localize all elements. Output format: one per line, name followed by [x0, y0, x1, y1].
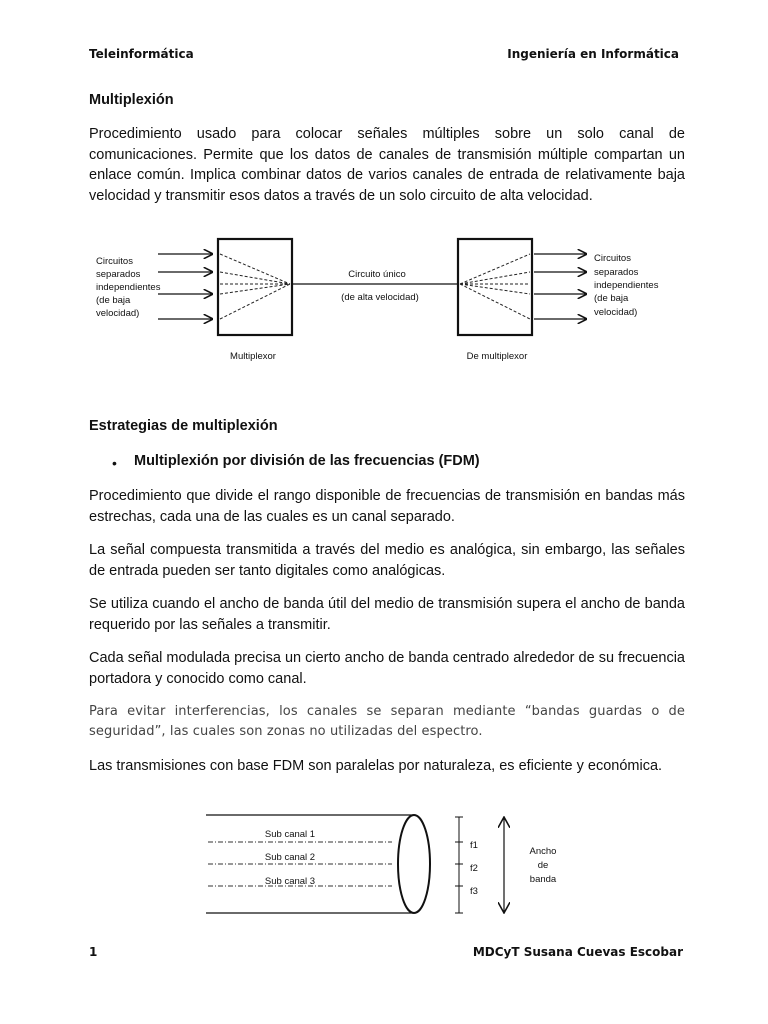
output-arrows [534, 254, 586, 319]
multiplexing-diagram [0, 228, 768, 368]
fdm-paragraph-4: Cada señal modulada precisa un cierto ancho de banda centrado alrededor de su frecuencia portadora y conocido como canal. [89, 650, 685, 687]
left-label-line: (de baja [96, 295, 131, 306]
subchannel-label: Sub canal 2 [264, 852, 316, 863]
fdm-paragraph-1: Procedimiento que divide el rango disponible de frecuencias de transmisión en bandas más estrechas, cada una de las cuales es un canal separado. [89, 488, 685, 525]
right-circuits-label [594, 253, 659, 318]
fdm-paragraph-5: Para evitar interferencias, los canales se separan mediante “bandas guardas o de seguridad”, las cuales son zonas no utilizadas del espectro. [89, 704, 685, 739]
freq-label: f2 [470, 863, 478, 874]
fdm-channel-diagram [0, 805, 768, 925]
demux-dashed-lines [460, 254, 530, 319]
multiplexor-label: Multiplexor [230, 351, 276, 362]
multiplexor-box [218, 239, 292, 335]
fdm-paragraph-3: Se utiliza cuando el ancho de banda útil del medio de transmisión supera el ancho de banda requerido por las señales a transmitir. [89, 596, 685, 633]
input-arrows [158, 254, 212, 319]
mux-dashed-lines [220, 254, 290, 319]
left-label-line: velocidad) [96, 308, 140, 319]
right-label-line: (de baja [594, 293, 629, 304]
header-left: Teleinformática [89, 47, 194, 61]
right-label-line: velocidad) [594, 307, 638, 318]
high-speed-label: (de alta velocidad) [341, 292, 419, 303]
page-number: 1 [89, 945, 98, 959]
single-circuit-label: Circuito único [348, 269, 406, 280]
freq-label: f1 [470, 840, 478, 851]
right-label-line: separados [594, 267, 639, 278]
subchannel-label: Sub canal 3 [264, 876, 316, 887]
bullet-dot: • [112, 455, 117, 471]
left-label-line: Circuitos [96, 256, 133, 267]
footer-author: MDCyT Susana Cuevas Escobar [472, 945, 683, 959]
bandwidth-label-line: banda [529, 874, 557, 885]
demultiplexor-label: De multiplexor [466, 351, 528, 362]
subchannel-label: Sub canal 1 [264, 829, 316, 840]
section-title-multiplexion: Multiplexión [89, 92, 174, 108]
right-label-line: independientes [594, 280, 659, 291]
demultiplexor-box [458, 239, 532, 335]
cable-end-ellipse [398, 815, 430, 913]
fdm-bullet-item: Multiplexión por división de las frecuencias (FDM) [134, 453, 480, 469]
header-right: Ingeniería en Informática [507, 47, 679, 61]
section-title-estrategias: Estrategias de multiplexión [89, 418, 278, 434]
fdm-paragraph-6: Las transmisiones con base FDM son paralelas por naturaleza, es eficiente y económica. [89, 758, 663, 774]
bandwidth-label-line: Ancho [529, 846, 557, 857]
bandwidth-label-line: de [537, 860, 549, 871]
intro-paragraph: Procedimiento usado para colocar señales múltiples sobre un solo canal de comunicaciones. Permite que los datos de canales de transmisión múltiple compartan un enlace común. Implica combinar datos de varios canales de entrada de relativamente baja velocidad y transmitir esos datos a través de un solo circuito de alta velocidad. [89, 126, 685, 204]
freq-label: f3 [470, 886, 478, 897]
left-label-line: independientes [96, 282, 161, 293]
left-label-line: separados [96, 269, 141, 280]
right-label-line: Circuitos [594, 253, 631, 264]
frequency-bracket [455, 817, 463, 913]
fdm-paragraph-2: La señal compuesta transmitida a través del medio es analógica, sin embargo, las señales de entrada pueden ser tanto digitales como analógicas. [89, 542, 685, 579]
left-circuits-label [96, 256, 161, 319]
